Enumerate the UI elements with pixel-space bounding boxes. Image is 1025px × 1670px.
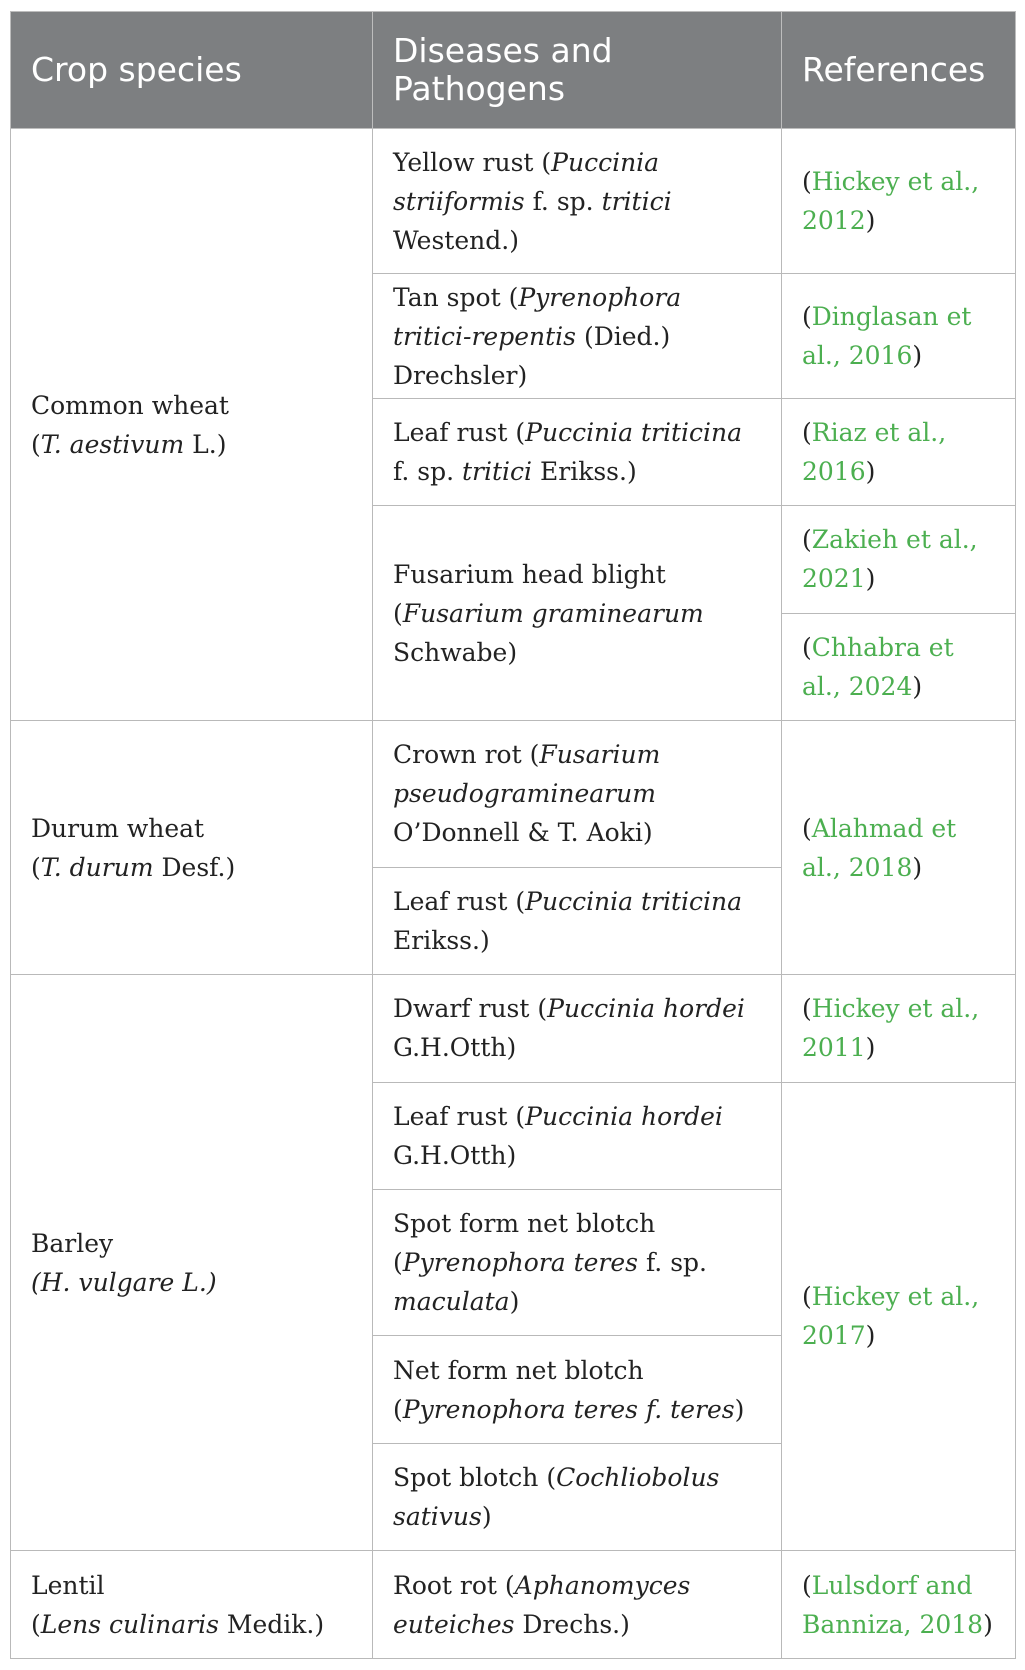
pathogen-genus-species: Cochliobolus sativus — [393, 1463, 720, 1532]
reference-link[interactable]: Alahmad et al., 2018 — [802, 813, 957, 882]
header-row — [11, 12, 1016, 129]
disease-name: Yellow rust — [393, 147, 534, 177]
reference-link[interactable]: Hickey et al., 2012 — [802, 167, 980, 236]
reference-link[interactable]: Zakieh et al., 2021 — [802, 525, 978, 594]
disease-cell-fusarium-head-blight: Fusarium head blight (Fusarium graminearum Schwabe) — [373, 506, 782, 721]
pathogen-genus-species: Puccinia striiformis — [393, 147, 660, 216]
pathogen-genus-species: Fusarium graminearum — [402, 598, 704, 628]
reference-link[interactable]: Hickey et al., 2017 — [802, 1282, 980, 1351]
pathogen-authority: Erikss. — [393, 925, 480, 955]
crop-scientific-name: Lens culinaris — [40, 1609, 219, 1639]
disease-cell-tan-spot: Tan spot (Pyrenophora tritici-repentis (Died.) Drechsler) — [373, 274, 782, 398]
reference-link[interactable]: Hickey et al., 2011 — [802, 994, 980, 1063]
reference-cell: (Chhabra et al., 2024) — [782, 613, 1016, 720]
pathogen-authority: (Died.) Drechsler — [393, 321, 671, 390]
crop-name: Durum wheat — [31, 813, 205, 843]
crop-authority: Desf. — [161, 852, 226, 882]
crop-cell-common-wheat: Common wheat (T. aestivum L.) — [11, 129, 373, 721]
crop-disease-table — [10, 11, 1016, 1659]
table-row — [11, 1551, 1016, 1659]
pathogen-authority: G.H.Otth — [393, 1140, 507, 1170]
pathogen-genus-species: Puccinia hordei — [547, 994, 745, 1024]
disease-cell-root-rot: Root rot (Aphanomyces euteiches Drechs.) — [373, 1551, 782, 1659]
reference-cell: (Riaz et al., 2016) — [782, 398, 1016, 505]
pathogen-genus-species: Pyrenophora teres f. teres — [402, 1394, 735, 1424]
header-crop-species: Crop species — [11, 12, 373, 129]
crop-cell-lentil: Lentil (Lens culinaris Medik.) — [11, 1551, 373, 1659]
crop-name: Lentil — [31, 1570, 105, 1600]
disease-name: Tan spot — [393, 282, 501, 312]
table-header — [11, 12, 1016, 129]
disease-name: Crown rot — [393, 740, 522, 770]
reference-link[interactable]: Riaz et al., 2016 — [802, 417, 947, 486]
pathogen-authority: Schwabe — [393, 637, 508, 667]
reference-cell: (Alahmad et al., 2018) — [782, 721, 1016, 975]
table-row — [11, 975, 1016, 1082]
pathogen-authority: O’Donnell & T. Aoki — [393, 818, 643, 848]
pathogen-genus-species: Puccinia triticina — [525, 886, 743, 916]
disease-cell-spot-blotch: Spot blotch (Cochliobolus sativus) — [373, 1443, 782, 1550]
reference-cell: (Hickey et al., 2012) — [782, 129, 1016, 274]
crop-authority: Medik. — [226, 1609, 315, 1639]
disease-name: Dwarf rust — [393, 994, 530, 1024]
forma-specialis: f. sp. — [645, 1248, 707, 1278]
disease-name: Fusarium head blight — [393, 559, 666, 589]
crop-scientific-name: T. durum — [40, 852, 154, 882]
reference-cell: (Hickey et al., 2017) — [782, 1082, 1016, 1551]
disease-cell-dwarf-rust: Dwarf rust (Puccinia hordei G.H.Otth) — [373, 975, 782, 1082]
table-row — [11, 721, 1016, 867]
table-row — [11, 129, 1016, 274]
header-references: References — [782, 12, 1016, 129]
pathogen-genus-species: Aphanomyces euteiches — [393, 1570, 691, 1639]
reference-cell: (Hickey et al., 2011) — [782, 975, 1016, 1082]
pathogen-genus-species: Fusarium pseudograminearum — [393, 740, 661, 809]
pathogen-forma: tritici — [601, 186, 672, 216]
pathogen-genus-species: Pyrenophora tritici-repentis — [393, 282, 682, 351]
disease-cell-leaf-rust: Leaf rust (Puccinia hordei G.H.Otth) — [373, 1082, 782, 1189]
pathogen-authority: G.H.Otth — [393, 1033, 507, 1063]
pathogen-forma: tritici — [462, 456, 533, 486]
reference-cell: (Lulsdorf and Banniza, 2018) — [782, 1551, 1016, 1659]
crop-name: Common wheat — [31, 390, 229, 420]
disease-name: Leaf rust — [393, 1101, 508, 1131]
disease-name: Spot blotch — [393, 1463, 539, 1493]
pathogen-genus-species: Puccinia triticina — [525, 417, 743, 447]
disease-name: Net form net blotch — [393, 1355, 644, 1385]
header-diseases-pathogens: Diseases and Pathogens — [373, 12, 782, 129]
pathogen-genus-species: Puccinia hordei — [525, 1101, 723, 1131]
disease-cell-yellow-rust: Yellow rust (Puccinia striiformis f. sp. tritici Westend.) — [373, 129, 782, 274]
reference-link[interactable]: Chhabra et al., 2024 — [802, 632, 954, 701]
pathogen-authority: Westend. — [393, 225, 510, 255]
crop-scientific-name: T. aestivum — [40, 429, 185, 459]
disease-cell-crown-rot: Crown rot (Fusarium pseudograminearum O’Donnell & T. Aoki) — [373, 721, 782, 867]
disease-name: Leaf rust — [393, 886, 508, 916]
disease-cell-net-form-net-blotch: Net form net blotch (Pyrenophora teres f. teres) — [373, 1336, 782, 1443]
pathogen-genus-species: Pyrenophora teres — [402, 1248, 638, 1278]
pathogen-authority: Drechs. — [522, 1609, 621, 1639]
disease-name: Spot form net blotch — [393, 1209, 656, 1239]
forma-specialis: f. sp. — [532, 186, 594, 216]
crop-scientific-name: (H. vulgare L.) — [31, 1267, 217, 1297]
disease-name: Leaf rust — [393, 417, 508, 447]
table-body — [11, 129, 1016, 1659]
crop-authority: L. — [192, 429, 217, 459]
disease-cell-spot-form-net-blotch: Spot form net blotch (Pyrenophora teres f. sp. maculata) — [373, 1190, 782, 1336]
reference-cell: (Dinglasan et al., 2016) — [782, 274, 1016, 398]
crop-cell-barley — [11, 975, 373, 1551]
crop-name: Barley — [31, 1228, 114, 1258]
pathogen-forma: maculata — [393, 1287, 510, 1317]
disease-cell-leaf-rust: Leaf rust (Puccinia triticina f. sp. tritici Erikss.) — [373, 398, 782, 505]
disease-name: Root rot — [393, 1570, 497, 1600]
pathogen-authority: Erikss. — [540, 456, 627, 486]
forma-specialis: f. sp. — [393, 456, 455, 486]
crop-cell-durum-wheat: Durum wheat (T. durum Desf.) — [11, 721, 373, 975]
reference-cell: (Zakieh et al., 2021) — [782, 506, 1016, 613]
reference-link[interactable]: Dinglasan et al., 2016 — [802, 302, 972, 371]
disease-cell-leaf-rust: Leaf rust (Puccinia triticina Erikss.) — [373, 867, 782, 974]
reference-link[interactable]: Lulsdorf and Banniza, 2018 — [802, 1570, 984, 1639]
